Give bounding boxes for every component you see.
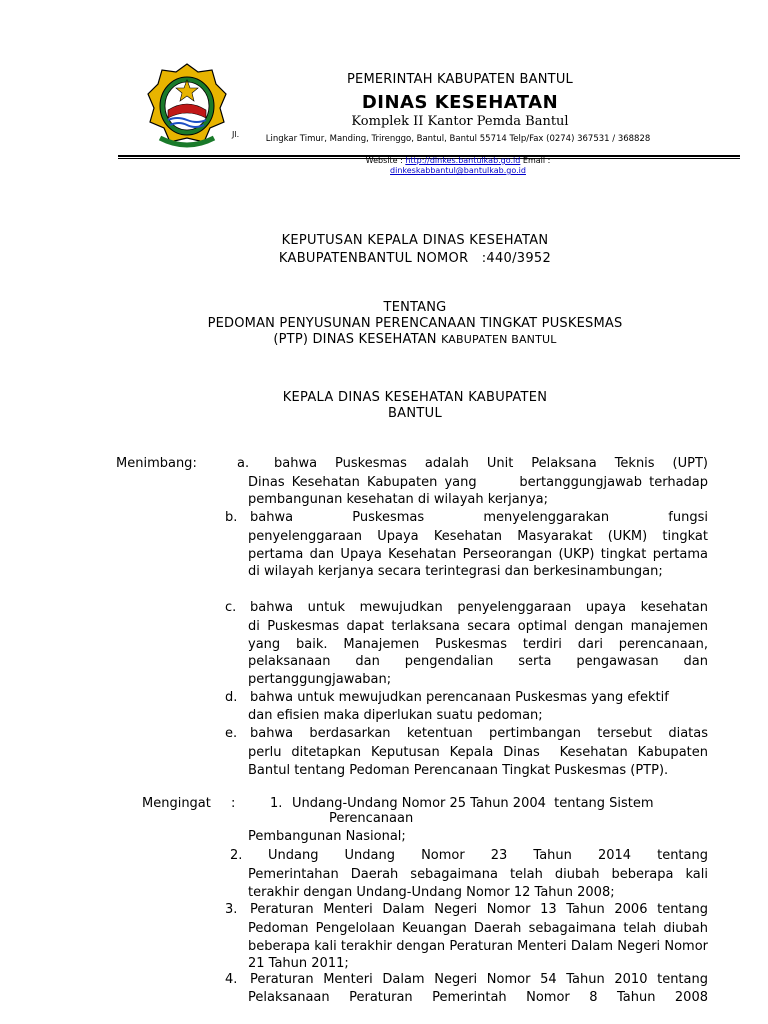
menimbang-item-e-first: bahwa berdasarkan ketentuan pertimbangan tersebut diatas [250,726,708,741]
mengingat-mark-4: 4. [225,972,238,987]
menimbang-label: Menimbang: [116,456,197,471]
email-label: Email : [522,156,551,165]
mengingat-item-1-first: Undang-Undang Nomor 25 Tahun 2004 tentang Sistem [292,796,654,811]
issuer-line-2: BANTUL [387,406,443,421]
email-link[interactable]: dinkeskabbantul@bantulkab.go.id [390,166,526,175]
menimbang-mark-c: c. [225,600,237,615]
subject-line-2 [120,332,710,348]
menimbang-item-a-first: bahwa Puskesmas adalah Unit Pelaksana Teknis (UPT) [274,456,708,471]
mengingat-mark-1: 1. [270,796,283,811]
government-name: PEMERINTAH KABUPATEN BANTUL [347,72,573,87]
address-line-1: Komplek II Kantor Pemda Bantul [351,114,569,129]
menimbang-item-c-first: bahwa untuk mewujudkan penyelenggaraan upaya kesehatan [250,600,708,615]
decree-subject [120,300,710,348]
menimbang-item-d-rest: dan efisien maka diperlukan suatu pedoman; [248,708,543,723]
menimbang-item-b-rest: penyelenggaraan Upaya Kesehatan Masyarakat (UKM) tingkat pertama dan Upaya Kesehatan Perseorangan (UKP) tingkat pertama di wilayah kerjanya secara terintegrasi dan berkesinambungan; [248,529,708,579]
menimbang-item-b-first: bahwa Puskesmas menyelenggarakan fungsi [250,510,708,525]
menimbang-item-e-rest: perlu ditetapkan Keputusan Kepala Dinas Kesehatan Kabupaten Bantul tentang Pedoman Perencanaan Tingkat Puskesmas (PTP). [248,745,713,778]
contact-line [258,156,658,176]
coat-of-arms-icon [146,62,228,150]
mengingat-item-4-rest: Pelaksanaan Peraturan Pemerintah Nomor 8 Tahun 2008 [248,990,708,1005]
mengingat-item-1-second: Perencanaan [329,811,414,826]
menimbang-mark-d: d. [225,690,238,705]
mengingat-item-3-first: Peraturan Menteri Dalam Negeri Nomor 13 Tahun 2006 tentang [250,902,708,917]
issuer-heading [220,390,610,422]
decree-title-line-2: KABUPATENBANTUL NOMOR :440/3952 [278,251,552,266]
decree-title [160,232,670,268]
menimbang-item-c-rest: di Puskesmas dapat terlaksana secara optimal dengan manajemen yang baik. Manajemen Puskesmas terdiri dari perencanaan, pelaksanaan dan pengendalian serta pengawasan dan pertanggungjawaban; [248,619,708,687]
mengingat-item-1-rest: Pembangunan Nasional; [248,829,406,844]
issuer-line-1: KEPALA DINAS KESEHATAN KABUPATEN [282,390,548,405]
menimbang-item-a-rest: Dinas Kesehatan Kabupaten yang bertanggungjawab terhadap pembangunan kesehatan di wilayah kerjanya; [248,475,713,507]
website-link[interactable]: http://dinkes.bantulkab.go.id [405,156,521,165]
mengingat-mark-3: 3. [225,902,238,917]
address-line-2: Lingkar Timur, Manding, Trirenggo, Bantul, Bantul 55714 Telp/Fax (0274) 367531 / 368828 [265,134,651,144]
mengingat-item-4-first: Peraturan Menteri Dalam Negeri Nomor 54 Tahun 2010 tentang [250,972,708,987]
address-jl: Jl. [232,130,240,139]
mengingat-item-3-rest: Pedoman Pengelolaan Keuangan Daerah sebagaimana telah diubah beberapa kali terakhir dengan Peraturan Menteri Dalam Negeri Nomor 21 Tahun 2011; [248,921,708,971]
subject-line-2-small: KABUPATEN BANTUL [441,333,557,346]
menimbang-mark-b: b. [225,510,238,525]
mengingat-label: Mengingat [142,796,211,811]
menimbang-mark-a: a. [237,456,250,471]
department-name: DINAS KESEHATAN [361,92,559,113]
subject-line-1: PEDOMAN PENYUSUNAN PERENCANAAN TINGKAT PUSKESMAS [207,316,623,331]
menimbang-item-d-first: bahwa untuk mewujudkan perencanaan Puskesmas yang efektif [250,690,669,705]
mengingat-colon: : [231,796,236,811]
decree-title-line-1: KEPUTUSAN KEPALA DINAS KESEHATAN [281,233,549,248]
mengingat-mark-2: 2. [230,848,243,863]
subject-line-2-main: (PTP) DINAS KESEHATAN [273,332,437,347]
subject-tentang: TENTANG [383,300,447,315]
mengingat-item-2-first: Undang Undang Nomor 23 Tahun 2014 tentang [268,848,708,863]
mengingat-item-2-rest: Pemerintahan Daerah sebagaimana telah diubah beberapa kali terakhir dengan Undang-Undang Nomor 12 Tahun 2008; [248,867,708,900]
website-label: Website : [365,156,403,165]
menimbang-mark-e: e. [225,726,238,741]
